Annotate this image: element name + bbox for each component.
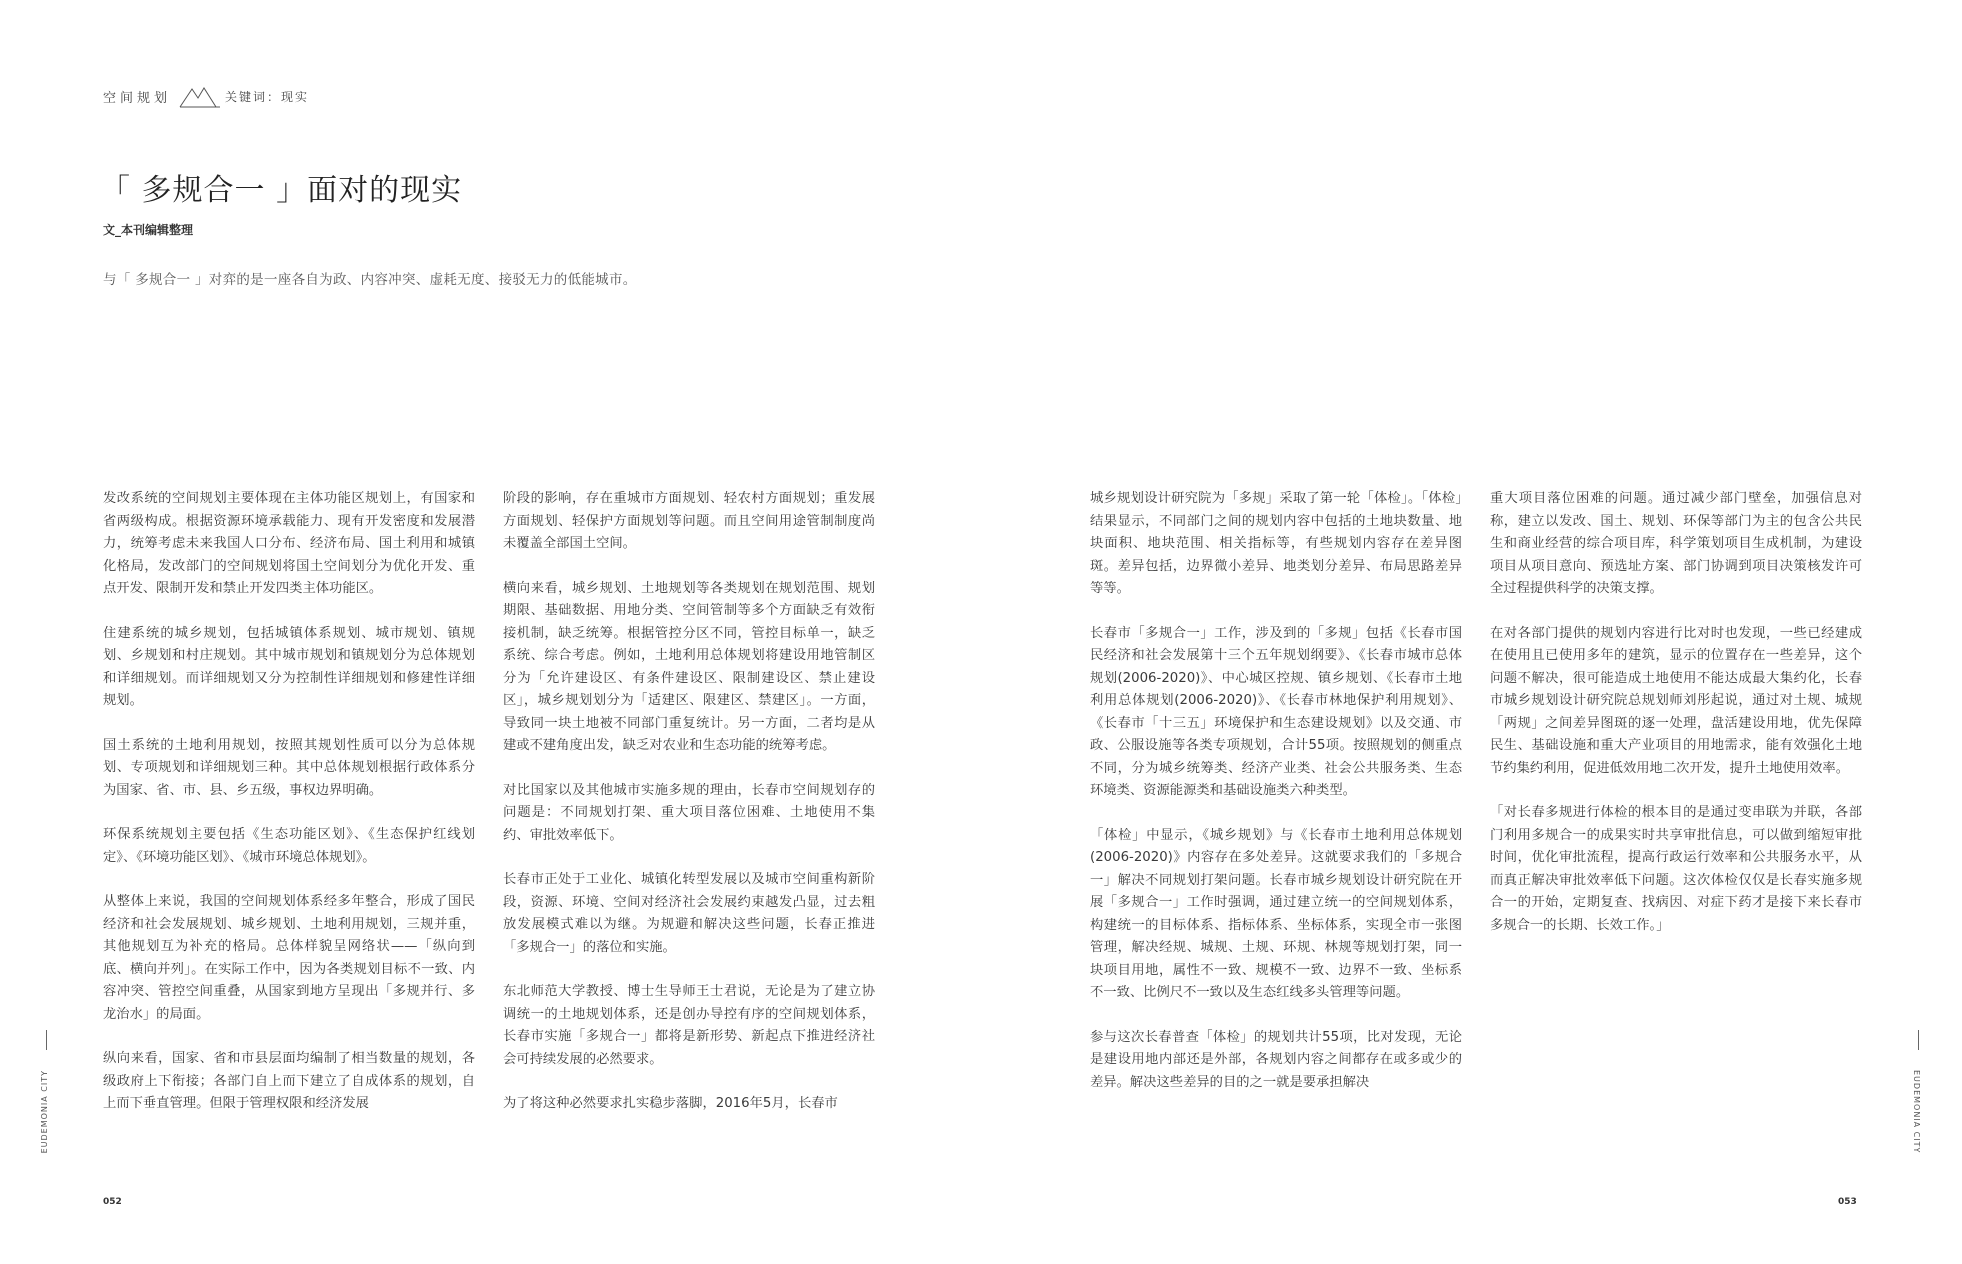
- body-paragraph: 纵向来看，国家、省和市县层面均编制了相当数量的规划，各级政府上下衔接；各部门自上而下建立了自成体系的规划，自上而下垂直管理。但限于管理权限和经济发展: [103, 1051, 475, 1111]
- right-page: [981, 0, 1962, 1264]
- article-title: 「 多规合一 」面对的现实: [100, 173, 463, 208]
- magazine-side-label: EUDEMONIA CITY: [1912, 1070, 1921, 1154]
- page-number: 053: [1838, 1197, 1857, 1207]
- body-paragraph: 长春市正处于工业化、城镇化转型发展以及城市空间重构新阶段，资源、环境、空间对经济社会发展约束越发凸显，过去粗放发展模式难以为继。为规避和解决这些问题，长春正推进「多规合一」的落位和实施。: [503, 872, 875, 955]
- body-paragraph: 「体检」中显示，《城乡规划》与《长春市土地利用总体规划(2006-2020)》内容存在多处差异。这就要求我们的「多规合一」解决不同规划打架问题。长春市城乡规划设计研究院在开展「多规合一」工作时强调，通过建立统一的空间规划体系，构建统一的目标体系、指标体系、坐标体系，实现全市一张图管理，解决经规、城规、土规、环规、林规等规划打架，同一块项目用地，属性不一致、规模不一致、边界不一致、坐标系不一致、比例尺不一致以及生态红线多头管理等问题。: [1090, 827, 1462, 1000]
- body-paragraph: 住建系统的城乡规划，包括城镇体系规划、城市规划、镇规划、乡规划和村庄规划。其中城市规划和镇规划分为总体规划和详细规划。而详细规划又分为控制性详细规划和修建性详细规划。: [103, 625, 475, 708]
- mountain-icon: [179, 84, 221, 108]
- pull-quote-paragraph: 「对长春多规进行体检的根本目的是通过变串联为并联，各部门利用多规合一的成果实时共享审批信息，可以做到缩短审批时间，优化审批流程，提高行政运行效率和公共服务水平，从而真正解决审批效率低下问题。这次体检仅仅是长春实施多规合一的开始，定期复查、找病因、对症下药才是接下来长春市多规合一的长期、长效工作。」: [1490, 805, 1862, 933]
- section-label: 空间规划: [103, 90, 172, 106]
- side-rule: [1918, 1030, 1919, 1050]
- byline: 文_本刊编辑整理: [103, 223, 194, 237]
- body-paragraph: 参与这次长春普查「体检」的规划共计55项，比对发现，无论是建设用地内部还是外部，各规划内容之间都存在或多或少的差异。解决这些差异的目的之一就是要承担解决: [1090, 1029, 1462, 1090]
- body-paragraph: 从整体上来说，我国的空间规划体系经多年整合，形成了国民经济和社会发展规划、城乡规划、土地利用规划，三规并重，其他规划互为补充的格局。总体样貌呈网络状——「纵向到底、横向并列」。在实际工作中，因为各类规划目标不一致、内容冲突、管控空间重叠，从国家到地方呈现出「多规并行、多龙治水」的局面。: [103, 894, 475, 1022]
- body-paragraph: 环保系统规划主要包括《生态功能区划》、《生态保护红线划定》、《环境功能区划》、《城市环境总体规划》。: [103, 827, 475, 865]
- body-paragraph: 阶段的影响，存在重城市方面规划、轻农村方面规划；重发展方面规划、轻保护方面规划等问题。而且空间用途管制制度尚未覆盖全部国土空间。: [503, 491, 875, 551]
- body-paragraph: 对比国家以及其他城市实施多规的理由，长春市空间规划存的问题是：不同规划打架、重大项目落位困难、土地使用不集约、审批效率低下。: [503, 782, 875, 843]
- page-number: 052: [103, 1197, 122, 1207]
- side-rule: [46, 1030, 47, 1050]
- body-paragraph: 国土系统的土地利用规划，按照其规划性质可以分为总体规划、专项规划和详细规划三种。其中总体规划根据行政体系分为国家、省、市、县、乡五级，事权边界明确。: [103, 737, 475, 798]
- body-paragraph: 东北师范大学教授、博士生导师王士君说，无论是为了建立协调统一的土地规划体系，还是创办导控有序的空间规划体系，长春市实施「多规合一」都将是新形势、新起点下推进经济社会可持续发展的必然要求。: [503, 984, 875, 1067]
- section-header: [103, 82, 309, 110]
- body-paragraph: 重大项目落位困难的问题。通过减少部门壁垒，加强信息对称，建立以发改、国土、规划、环保等部门为主的包含公共民生和商业经营的综合项目库，科学策划项目生成机制，为建设项目从项目意向、预选址方案、部门协调到项目决策核发许可全过程提供科学的决策支撑。: [1490, 491, 1862, 596]
- body-column-2: [503, 488, 875, 1138]
- body-paragraph: 为了将这种必然要求扎实稳步落脚，2016年5月，长春市: [503, 1096, 838, 1111]
- lead-paragraph: 与「 多规合一 」对弈的是一座各自为政、内容冲突、虚耗无度、接驳无力的低能城市。: [103, 272, 637, 288]
- body-column-1: [103, 488, 475, 1138]
- body-paragraph: 发改系统的空间规划主要体现在主体功能区规划上，有国家和省两级构成。根据资源环境承载能力、现有开发密度和发展潜力，统筹考虑未来我国人口分布、经济布局、国土利用和城镇化格局，发改部门的空间规划将国土空间划分为优化开发、重点开发、限制开发和禁止开发四类主体功能区。: [103, 491, 475, 596]
- keyword-label: 关键词：现实: [225, 89, 310, 104]
- body-paragraph: 长春市「多规合一」工作，涉及到的「多规」包括《长春市国民经济和社会发展第十三个五年规划纲要》、《长春市城市总体规划(2006-2020)》、中心城区控规、镇乡规划、《长春市土地利用总体规划(2006-2020)》、《长春市林地保护利用规划》、《长春市「十三五」环境保护和生态建设规划》以及交通、市政、公服设施等各类专项规划，合计55项。按照规划的侧重点不同，分为城乡统筹类、经济产业类、社会公共服务类、生态环境类、资源能源类和基础设施类六种类型。: [1090, 625, 1462, 798]
- body-column-3: [1090, 488, 1462, 1116]
- body-paragraph: 横向来看，城乡规划、土地规划等各类规划在规划范围、规划期限、基础数据、用地分类、空间管制等多个方面缺乏有效衔接机制，缺乏统筹。根据管控分区不同，管控目标单一，缺乏系统、综合考虑。例如，土地利用总体规划将建设用地管制区分为「允许建设区、有条件建设区、限制建设区、禁止建设区」，城乡规划划分为「适建区、限建区、禁建区」。一方面，导致同一块土地被不同部门重复统计。另一方面，二者均是从建或不建角度出发，缺乏对农业和生态功能的统筹考虑。: [503, 580, 875, 753]
- body-column-4: [1490, 488, 1862, 959]
- magazine-side-label: EUDEMONIA CITY: [40, 1070, 49, 1154]
- body-paragraph: 城乡规划设计研究院为「多规」采取了第一轮「体检」。「体检」结果显示，不同部门之间的规划内容中包括的土地块数量、地块面积、地块范围、相关指标等，有些规划内容存在差异图斑。差异包括，边界微小差异、地类划分差异、布局思路差异等等。: [1090, 491, 1462, 596]
- body-paragraph: 在对各部门提供的规划内容进行比对时也发现，一些已经建成在使用且已使用多年的建筑，显示的位置存在一些差异，这个问题不解决，很可能造成土地使用不能达成最大集约化，长春市城乡规划设计研究院总规划师刘彤起说，通过对土规、城规「两规」之间差异图斑的逐一处理，盘活建设用地，优先保障民生、基础设施和重大产业项目的用地需求，能有效强化土地节约集约利用，促进低效用地二次开发，提升土地使用效率。: [1490, 625, 1862, 776]
